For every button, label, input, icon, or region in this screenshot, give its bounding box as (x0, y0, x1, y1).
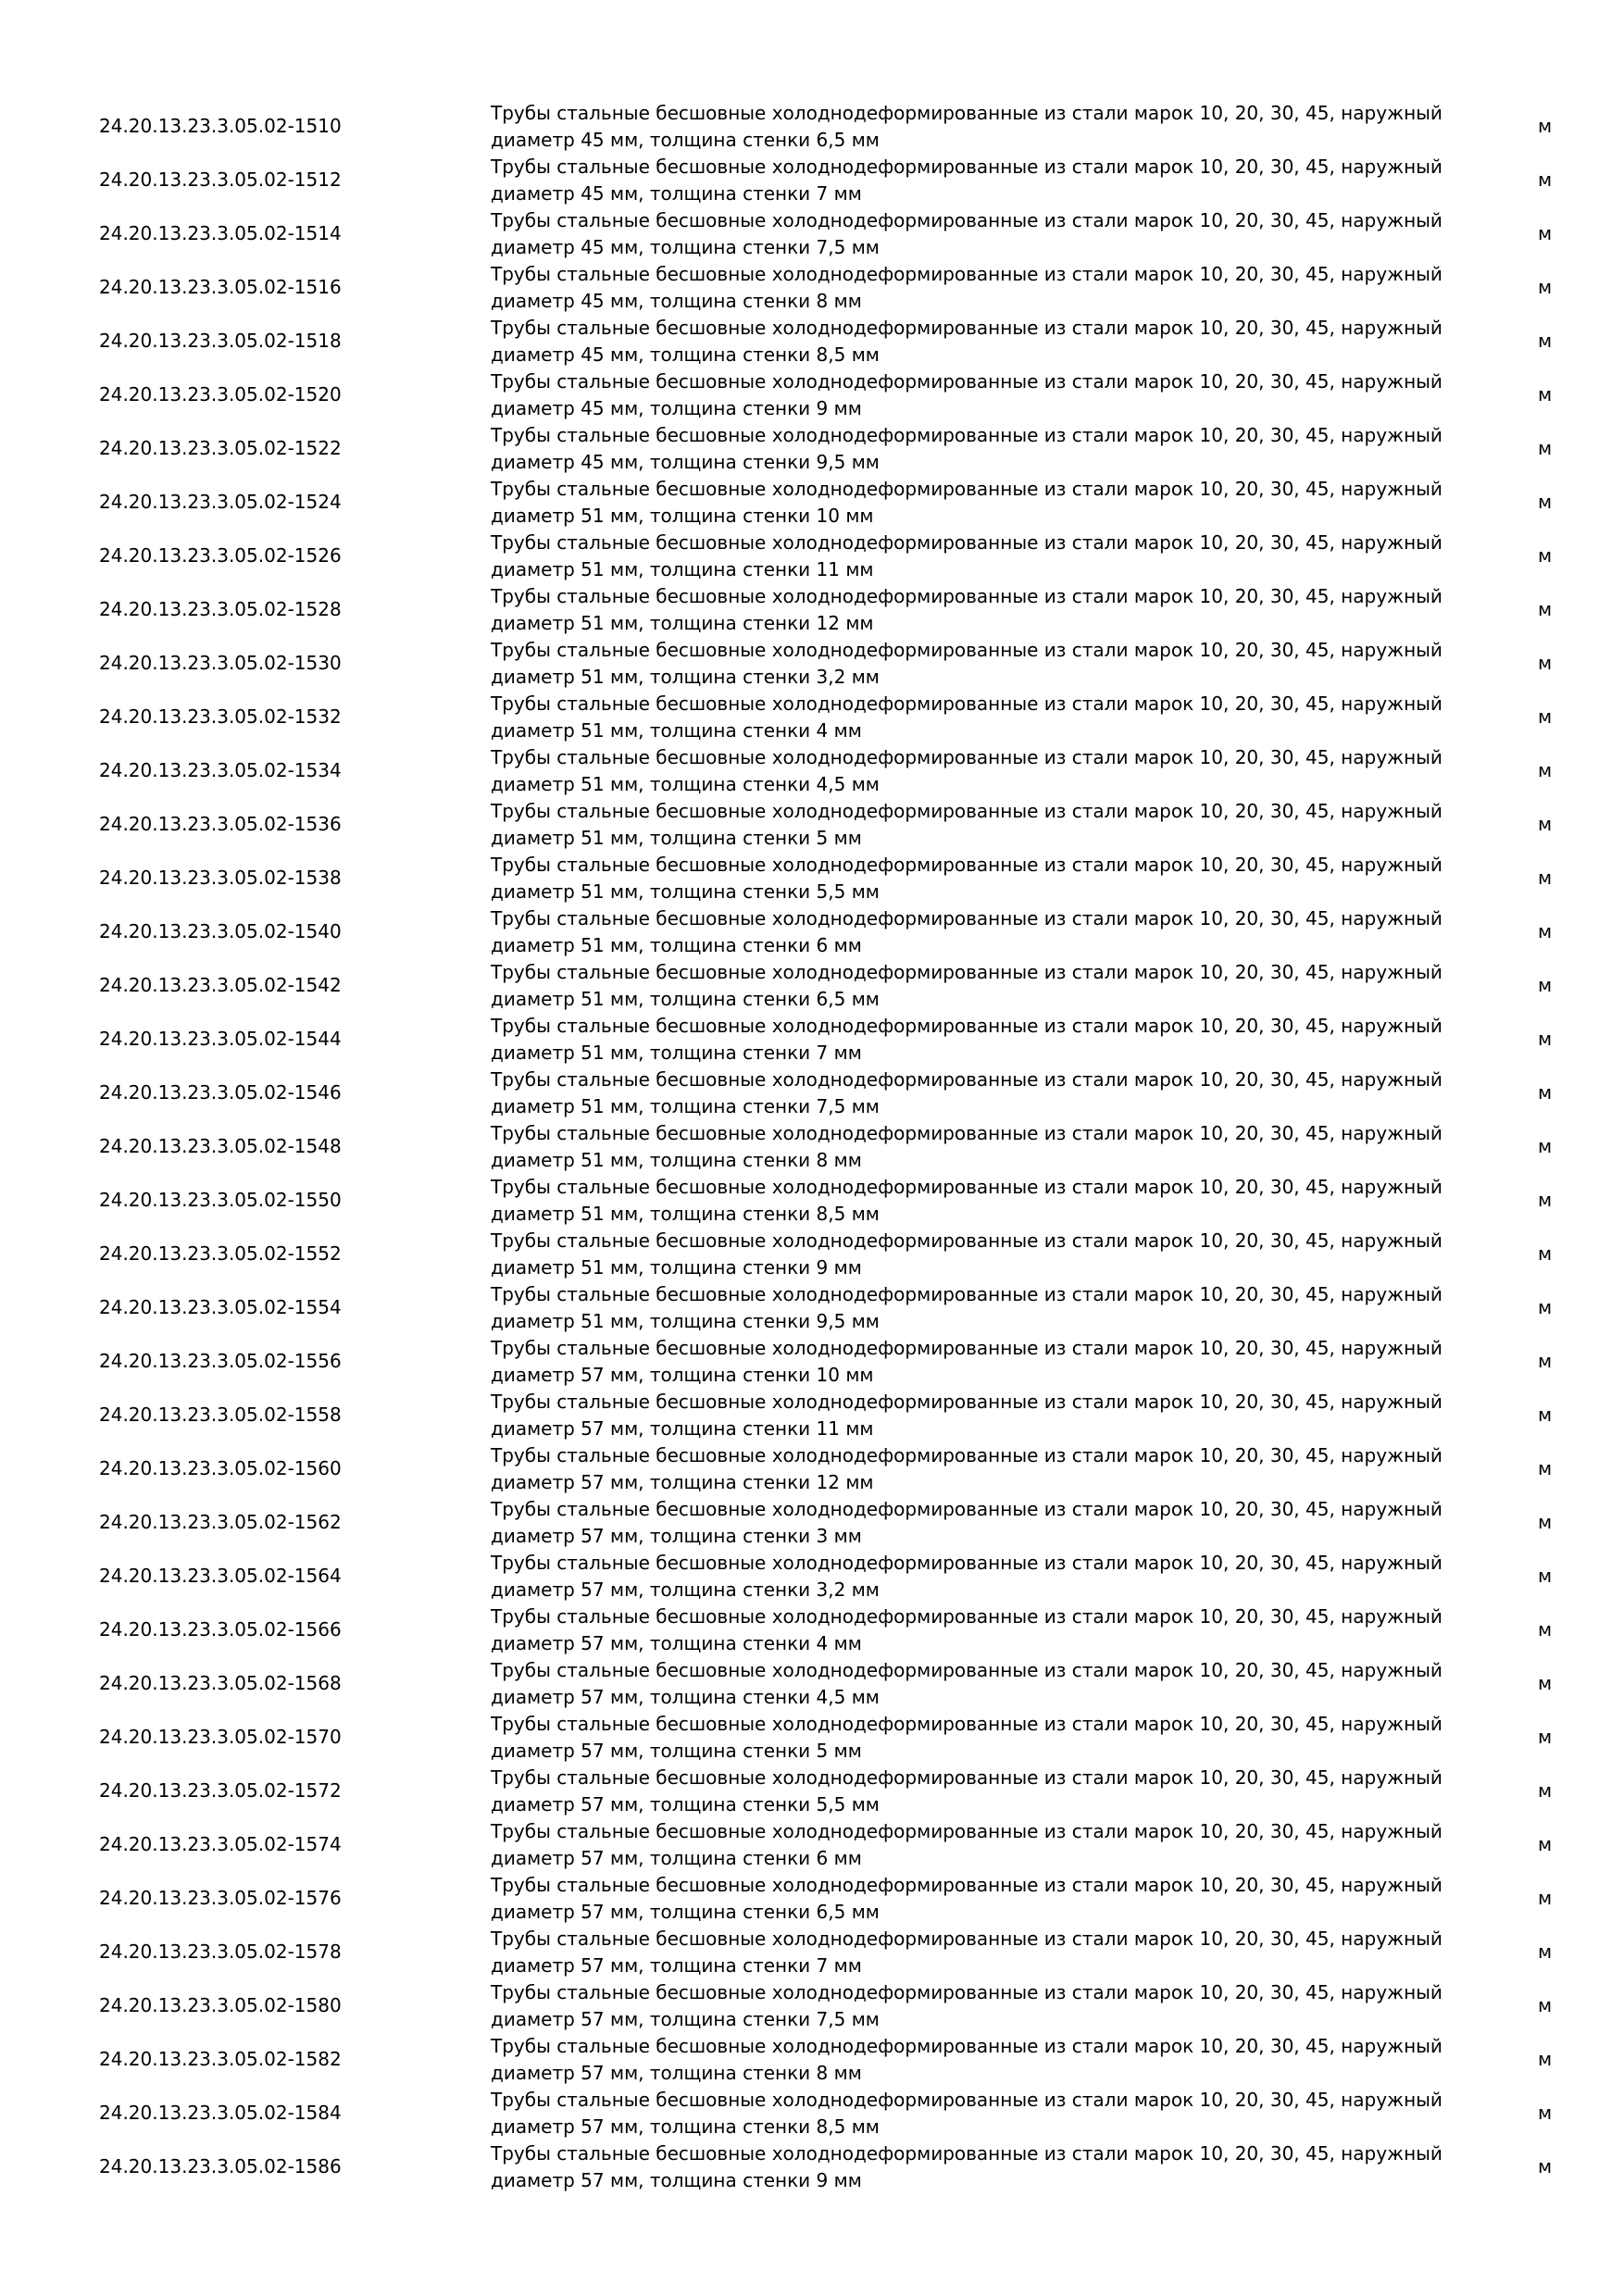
resource-description (491, 798, 1443, 851)
table-row (0, 1549, 1624, 1603)
resource-description (491, 1765, 1443, 1817)
table-row (0, 1173, 1624, 1227)
table-row (0, 582, 1624, 636)
unit-of-measure: м (1538, 1350, 1553, 1372)
resource-code: 24.20.13.23.3.05.02-1530 (99, 652, 342, 674)
unit-of-measure: м (1538, 1887, 1553, 1909)
resource-code: 24.20.13.23.3.05.02-1514 (99, 222, 342, 244)
resource-description (491, 1603, 1443, 1656)
resource-code: 24.20.13.23.3.05.02-1582 (99, 2048, 342, 2070)
table-row (0, 2032, 1624, 2086)
description-line-1: Трубы стальные бесшовные холоднодеформированные из стали марок 10, 20, 30, 45, наружный (491, 854, 1443, 876)
description-line-1: Трубы стальные бесшовные холоднодеформированные из стали марок 10, 20, 30, 45, наружный (491, 2035, 1443, 2057)
resource-code: 24.20.13.23.3.05.02-1584 (99, 2102, 342, 2124)
resource-code: 24.20.13.23.3.05.02-1538 (99, 867, 342, 889)
resource-code: 24.20.13.23.3.05.02-1540 (99, 920, 342, 942)
unit-of-measure: м (1538, 491, 1553, 513)
unit-of-measure: м (1538, 1618, 1553, 1641)
description-line-1: Трубы стальные бесшовные холоднодеформированные из стали марок 10, 20, 30, 45, наружный (491, 1552, 1443, 1574)
resource-code: 24.20.13.23.3.05.02-1568 (99, 1672, 342, 1694)
description-line-2: диаметр 45 мм, толщина стенки 7,5 мм (491, 235, 880, 258)
description-line-2: диаметр 51 мм, толщина стенки 4,5 мм (491, 772, 880, 795)
description-line-2: диаметр 57 мм, толщина стенки 6,5 мм (491, 1900, 880, 1923)
description-line-2: диаметр 51 мм, толщина стенки 9,5 мм (491, 1309, 880, 1332)
description-line-1: Трубы стальные бесшовные холоднодеформированные из стали марок 10, 20, 30, 45, наружный (491, 1229, 1443, 1252)
resource-description (491, 261, 1443, 314)
description-line-2: диаметр 57 мм, толщина стенки 9 мм (491, 2168, 862, 2191)
description-line-1: Трубы стальные бесшовные холоднодеформированные из стали марок 10, 20, 30, 45, наружный (491, 639, 1443, 661)
description-line-2: диаметр 45 мм, толщина стенки 9 мм (491, 396, 862, 419)
table-row (0, 1119, 1624, 1173)
description-line-1: Трубы стальные бесшовные холоднодеформированные из стали марок 10, 20, 30, 45, наружный (491, 1444, 1443, 1466)
resource-code: 24.20.13.23.3.05.02-1580 (99, 1994, 342, 2016)
description-line-1: Трубы стальные бесшовные холоднодеформированные из стали марок 10, 20, 30, 45, наружный (491, 1391, 1443, 1413)
unit-of-measure: м (1538, 705, 1553, 728)
resource-code: 24.20.13.23.3.05.02-1518 (99, 330, 342, 352)
description-line-1: Трубы стальные бесшовные холоднодеформированные из стали марок 10, 20, 30, 45, наружный (491, 1981, 1443, 2003)
description-line-1: Трубы стальные бесшовные холоднодеформированные из стали марок 10, 20, 30, 45, наружный (491, 1283, 1443, 1305)
description-line-2: диаметр 57 мм, толщина стенки 8,5 мм (491, 2115, 880, 2138)
resource-code: 24.20.13.23.3.05.02-1526 (99, 544, 342, 567)
unit-of-measure: м (1538, 598, 1553, 620)
resource-code: 24.20.13.23.3.05.02-1548 (99, 1135, 342, 1157)
description-line-2: диаметр 51 мм, толщина стенки 8,5 мм (491, 1202, 880, 1225)
unit-of-measure: м (1538, 1511, 1553, 1533)
table-row (0, 421, 1624, 475)
description-line-1: Трубы стальные бесшовные холоднодеформированные из стали марок 10, 20, 30, 45, наружный (491, 1874, 1443, 1896)
unit-of-measure: м (1538, 1565, 1553, 1587)
table-row (0, 1388, 1624, 1441)
description-line-1: Трубы стальные бесшовные холоднодеформированные из стали марок 10, 20, 30, 45, наружный (491, 1713, 1443, 1735)
description-line-2: диаметр 51 мм, толщина стенки 9 мм (491, 1255, 862, 1279)
resource-description (491, 315, 1443, 368)
unit-of-measure: м (1538, 1940, 1553, 1963)
resource-code: 24.20.13.23.3.05.02-1550 (99, 1189, 342, 1211)
table-row (0, 1495, 1624, 1549)
unit-of-measure: м (1538, 813, 1553, 835)
table-row (0, 1925, 1624, 1978)
resource-code: 24.20.13.23.3.05.02-1574 (99, 1833, 342, 1855)
unit-of-measure: м (1538, 222, 1553, 244)
resource-description (491, 1389, 1443, 1441)
table-row (0, 1710, 1624, 1764)
unit-of-measure: м (1538, 383, 1553, 406)
table-row (0, 1012, 1624, 1066)
resource-table (0, 99, 1624, 2193)
resource-code: 24.20.13.23.3.05.02-1520 (99, 383, 342, 406)
resource-description (491, 530, 1443, 582)
description-line-2: диаметр 51 мм, толщина стенки 12 мм (491, 611, 874, 634)
table-row (0, 797, 1624, 851)
table-row (0, 206, 1624, 260)
description-line-1: Трубы стальные бесшовные холоднодеформированные из стали марок 10, 20, 30, 45, наружный (491, 317, 1443, 339)
table-row (0, 958, 1624, 1012)
unit-of-measure: м (1538, 276, 1553, 298)
table-row (0, 1871, 1624, 1925)
resource-code: 24.20.13.23.3.05.02-1572 (99, 1779, 342, 1802)
table-row (0, 1441, 1624, 1495)
description-line-2: диаметр 57 мм, толщина стенки 10 мм (491, 1363, 874, 1386)
resource-description (491, 422, 1443, 475)
resource-code: 24.20.13.23.3.05.02-1564 (99, 1565, 342, 1587)
resource-description (491, 1281, 1443, 1334)
description-line-1: Трубы стальные бесшовные холоднодеформированные из стали марок 10, 20, 30, 45, наружный (491, 531, 1443, 554)
description-line-1: Трубы стальные бесшовные холоднодеформированные из стали марок 10, 20, 30, 45, наружный (491, 1337, 1443, 1359)
unit-of-measure: м (1538, 330, 1553, 352)
resource-code: 24.20.13.23.3.05.02-1532 (99, 705, 342, 728)
description-line-2: диаметр 57 мм, толщина стенки 6 мм (491, 1846, 862, 1869)
resource-code: 24.20.13.23.3.05.02-1516 (99, 276, 342, 298)
description-line-2: диаметр 51 мм, толщина стенки 6 мм (491, 933, 862, 956)
description-line-1: Трубы стальные бесшовные холоднодеформированные из стали марок 10, 20, 30, 45, наружный (491, 424, 1443, 446)
resource-code: 24.20.13.23.3.05.02-1542 (99, 974, 342, 996)
resource-description (491, 2087, 1443, 2140)
resource-description (491, 905, 1443, 958)
description-line-1: Трубы стальные бесшовные холоднодеформированные из стали марок 10, 20, 30, 45, наружный (491, 2142, 1443, 2165)
description-line-2: диаметр 51 мм, толщина стенки 5,5 мм (491, 880, 880, 903)
unit-of-measure: м (1538, 1028, 1553, 1050)
unit-of-measure: м (1538, 652, 1553, 674)
description-line-2: диаметр 57 мм, толщина стенки 12 мм (491, 1470, 874, 1493)
resource-description (491, 1120, 1443, 1173)
description-line-1: Трубы стальные бесшовные холоднодеформированные из стали марок 10, 20, 30, 45, наружный (491, 1605, 1443, 1628)
unit-of-measure: м (1538, 1189, 1553, 1211)
table-row (0, 1817, 1624, 1871)
unit-of-measure: м (1538, 2048, 1553, 2070)
description-line-2: диаметр 51 мм, толщина стенки 5 мм (491, 826, 862, 849)
unit-of-measure: м (1538, 2102, 1553, 2124)
table-row (0, 2140, 1624, 2193)
table-row (0, 1280, 1624, 1334)
resource-code: 24.20.13.23.3.05.02-1560 (99, 1457, 342, 1479)
resource-code: 24.20.13.23.3.05.02-1510 (99, 115, 342, 137)
resource-code: 24.20.13.23.3.05.02-1566 (99, 1618, 342, 1641)
resource-description (491, 1979, 1443, 2032)
table-row (0, 475, 1624, 529)
resource-description (491, 1926, 1443, 1978)
unit-of-measure: м (1538, 1833, 1553, 1855)
description-line-1: Трубы стальные бесшовные холоднодеформированные из стали марок 10, 20, 30, 45, наружный (491, 370, 1443, 393)
description-line-1: Трубы стальные бесшовные холоднодеформированные из стали марок 10, 20, 30, 45, наружный (491, 1659, 1443, 1681)
unit-of-measure: м (1538, 759, 1553, 781)
unit-of-measure: м (1538, 867, 1553, 889)
table-row (0, 1764, 1624, 1817)
unit-of-measure: м (1538, 1457, 1553, 1479)
description-line-1: Трубы стальные бесшовные холоднодеформированные из стали марок 10, 20, 30, 45, наружный (491, 746, 1443, 768)
description-line-1: Трубы стальные бесшовные холоднодеформированные из стали марок 10, 20, 30, 45, наружный (491, 1498, 1443, 1520)
resource-description (491, 637, 1443, 690)
table-row (0, 153, 1624, 206)
description-line-2: диаметр 51 мм, толщина стенки 10 мм (491, 504, 874, 527)
description-line-2: диаметр 45 мм, толщина стенки 6,5 мм (491, 128, 880, 151)
description-line-2: диаметр 45 мм, толщина стенки 7 мм (491, 181, 862, 205)
description-line-1: Трубы стальные бесшовные холоднодеформированные из стали марок 10, 20, 30, 45, наружный (491, 907, 1443, 930)
description-line-1: Трубы стальные бесшовные холоднодеформированные из стали марок 10, 20, 30, 45, наружный (491, 800, 1443, 822)
description-line-1: Трубы стальные бесшовные холоднодеформированные из стали марок 10, 20, 30, 45, наружный (491, 102, 1443, 124)
table-row (0, 1656, 1624, 1710)
unit-of-measure: м (1538, 1135, 1553, 1157)
unit-of-measure: м (1538, 920, 1553, 942)
unit-of-measure: м (1538, 544, 1553, 567)
unit-of-measure: м (1538, 1081, 1553, 1104)
resource-description (491, 1067, 1443, 1119)
resource-description (491, 1174, 1443, 1227)
description-line-2: диаметр 51 мм, толщина стенки 6,5 мм (491, 987, 880, 1010)
table-row (0, 1227, 1624, 1280)
table-row (0, 690, 1624, 743)
description-line-1: Трубы стальные бесшовные холоднодеформированные из стали марок 10, 20, 30, 45, наружный (491, 1015, 1443, 1037)
description-line-1: Трубы стальные бесшовные холоднодеформированные из стали марок 10, 20, 30, 45, наружный (491, 585, 1443, 607)
resource-description (491, 2140, 1443, 2193)
table-row (0, 743, 1624, 797)
resource-code: 24.20.13.23.3.05.02-1552 (99, 1242, 342, 1265)
description-line-2: диаметр 57 мм, толщина стенки 5,5 мм (491, 1792, 880, 1816)
resource-code: 24.20.13.23.3.05.02-1544 (99, 1028, 342, 1050)
unit-of-measure: м (1538, 1242, 1553, 1265)
resource-code: 24.20.13.23.3.05.02-1556 (99, 1350, 342, 1372)
resource-description (491, 1818, 1443, 1871)
resource-code: 24.20.13.23.3.05.02-1546 (99, 1081, 342, 1104)
resource-code: 24.20.13.23.3.05.02-1524 (99, 491, 342, 513)
table-row (0, 99, 1624, 153)
table-row (0, 851, 1624, 905)
resource-description (491, 476, 1443, 529)
resource-description (491, 583, 1443, 636)
description-line-2: диаметр 57 мм, толщина стенки 4 мм (491, 1631, 862, 1654)
description-line-2: диаметр 57 мм, толщина стенки 3 мм (491, 1524, 862, 1547)
table-row (0, 529, 1624, 582)
resource-description (491, 744, 1443, 797)
resource-description (491, 1442, 1443, 1495)
resource-description (491, 207, 1443, 260)
resource-description (491, 1496, 1443, 1549)
unit-of-measure: м (1538, 1779, 1553, 1802)
description-line-2: диаметр 45 мм, толщина стенки 8,5 мм (491, 343, 880, 366)
description-line-1: Трубы стальные бесшовные холоднодеформированные из стали марок 10, 20, 30, 45, наружный (491, 961, 1443, 983)
table-row (0, 636, 1624, 690)
resource-description (491, 1335, 1443, 1388)
resource-code: 24.20.13.23.3.05.02-1522 (99, 437, 342, 459)
resource-description (491, 1872, 1443, 1925)
description-line-2: диаметр 51 мм, толщина стенки 7,5 мм (491, 1094, 880, 1117)
resource-code: 24.20.13.23.3.05.02-1586 (99, 2155, 342, 2177)
table-row (0, 905, 1624, 958)
table-row (0, 260, 1624, 314)
unit-of-measure: м (1538, 1404, 1553, 1426)
resource-code: 24.20.13.23.3.05.02-1534 (99, 759, 342, 781)
resource-code: 24.20.13.23.3.05.02-1536 (99, 813, 342, 835)
description-line-1: Трубы стальные бесшовные холоднодеформированные из стали марок 10, 20, 30, 45, наружный (491, 2089, 1443, 2111)
resource-code: 24.20.13.23.3.05.02-1562 (99, 1511, 342, 1533)
description-line-2: диаметр 57 мм, толщина стенки 7,5 мм (491, 2007, 880, 2030)
description-line-2: диаметр 57 мм, толщина стенки 11 мм (491, 1416, 874, 1440)
unit-of-measure: м (1538, 115, 1553, 137)
description-line-1: Трубы стальные бесшовные холоднодеформированные из стали марок 10, 20, 30, 45, наружный (491, 1122, 1443, 1144)
unit-of-measure: м (1538, 1994, 1553, 2016)
description-line-2: диаметр 57 мм, толщина стенки 8 мм (491, 2061, 862, 2084)
resource-description (491, 691, 1443, 743)
description-line-2: диаметр 57 мм, толщина стенки 7 мм (491, 1953, 862, 1977)
description-line-2: диаметр 51 мм, толщина стенки 11 мм (491, 557, 874, 580)
resource-description (491, 959, 1443, 1012)
resource-code: 24.20.13.23.3.05.02-1554 (99, 1296, 342, 1318)
description-line-2: диаметр 45 мм, толщина стенки 8 мм (491, 289, 862, 312)
description-line-2: диаметр 51 мм, толщина стенки 8 мм (491, 1148, 862, 1171)
resource-description (491, 2033, 1443, 2086)
resource-description (491, 368, 1443, 421)
description-line-1: Трубы стальные бесшовные холоднодеформированные из стали марок 10, 20, 30, 45, наружный (491, 1928, 1443, 1950)
unit-of-measure: м (1538, 168, 1553, 191)
description-line-1: Трубы стальные бесшовные холоднодеформированные из стали марок 10, 20, 30, 45, наружный (491, 1176, 1443, 1198)
table-row (0, 2086, 1624, 2140)
unit-of-measure: м (1538, 2155, 1553, 2177)
resource-code: 24.20.13.23.3.05.02-1570 (99, 1726, 342, 1748)
table-row (0, 1066, 1624, 1119)
description-line-1: Трубы стальные бесшовные холоднодеформированные из стали марок 10, 20, 30, 45, наружный (491, 1820, 1443, 1842)
resource-description (491, 1228, 1443, 1280)
resource-code: 24.20.13.23.3.05.02-1558 (99, 1404, 342, 1426)
description-line-1: Трубы стальные бесшовные холоднодеформированные из стали марок 10, 20, 30, 45, наружный (491, 693, 1443, 715)
description-line-1: Трубы стальные бесшовные холоднодеформированные из стали марок 10, 20, 30, 45, наружный (491, 478, 1443, 500)
resource-description (491, 1013, 1443, 1066)
table-row (0, 368, 1624, 421)
description-line-2: диаметр 57 мм, толщина стенки 5 мм (491, 1739, 862, 1762)
resource-description (491, 100, 1443, 153)
unit-of-measure: м (1538, 1672, 1553, 1694)
unit-of-measure: м (1538, 1296, 1553, 1318)
resource-code: 24.20.13.23.3.05.02-1576 (99, 1887, 342, 1909)
description-line-1: Трубы стальные бесшовные холоднодеформированные из стали марок 10, 20, 30, 45, наружный (491, 209, 1443, 231)
description-line-1: Трубы стальные бесшовные холоднодеформированные из стали марок 10, 20, 30, 45, наружный (491, 263, 1443, 285)
table-row (0, 1603, 1624, 1656)
description-line-2: диаметр 57 мм, толщина стенки 4,5 мм (491, 1685, 880, 1708)
description-line-1: Трубы стальные бесшовные холоднодеформированные из стали марок 10, 20, 30, 45, наружный (491, 1766, 1443, 1789)
unit-of-measure: м (1538, 974, 1553, 996)
table-row (0, 1978, 1624, 2032)
resource-description (491, 154, 1443, 206)
resource-code: 24.20.13.23.3.05.02-1512 (99, 168, 342, 191)
description-line-1: Трубы стальные бесшовные холоднодеформированные из стали марок 10, 20, 30, 45, наружный (491, 156, 1443, 178)
resource-description (491, 1657, 1443, 1710)
table-row (0, 314, 1624, 368)
resource-description (491, 1711, 1443, 1764)
unit-of-measure: м (1538, 437, 1553, 459)
unit-of-measure: м (1538, 1726, 1553, 1748)
description-line-2: диаметр 45 мм, толщина стенки 9,5 мм (491, 450, 880, 473)
description-line-1: Трубы стальные бесшовные холоднодеформированные из стали марок 10, 20, 30, 45, наружный (491, 1068, 1443, 1091)
resource-description (491, 852, 1443, 905)
table-row (0, 1334, 1624, 1388)
resource-description (491, 1550, 1443, 1603)
description-line-2: диаметр 57 мм, толщина стенки 3,2 мм (491, 1578, 880, 1601)
resource-code: 24.20.13.23.3.05.02-1528 (99, 598, 342, 620)
description-line-2: диаметр 51 мм, толщина стенки 3,2 мм (491, 665, 880, 688)
description-line-2: диаметр 51 мм, толщина стенки 7 мм (491, 1041, 862, 1064)
resource-code: 24.20.13.23.3.05.02-1578 (99, 1940, 342, 1963)
description-line-2: диаметр 51 мм, толщина стенки 4 мм (491, 718, 862, 742)
